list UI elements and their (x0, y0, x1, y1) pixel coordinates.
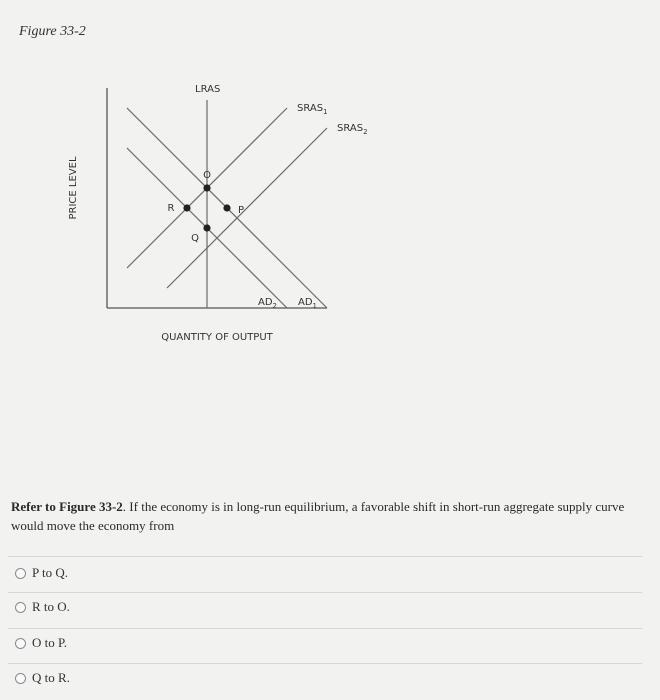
divider (8, 628, 642, 629)
option-label: Q to R. (32, 670, 70, 685)
point-p (223, 204, 230, 211)
option-r-to-o[interactable] (15, 599, 70, 615)
label-lras: LRAS (195, 84, 221, 95)
option-o-to-p[interactable] (15, 635, 67, 651)
curve-sras2 (167, 128, 327, 288)
point-label-p: P (237, 205, 245, 216)
option-p-to-q[interactable] (15, 565, 68, 581)
label-sras1: $SRAS_1$ (297, 103, 328, 116)
point-q (203, 224, 210, 231)
radio-icon[interactable] (15, 568, 26, 579)
radio-icon[interactable] (15, 638, 26, 649)
point-label-r: R (167, 203, 175, 214)
option-label: O to P. (32, 635, 68, 650)
point-o (203, 184, 210, 191)
label-ad2: $AD_2$ (257, 297, 277, 310)
option-label: R to O. (32, 599, 70, 614)
point-r (183, 204, 190, 211)
divider (8, 663, 642, 664)
option-q-to-r[interactable] (15, 670, 70, 686)
point-label-o: O (203, 170, 211, 181)
divider (8, 556, 642, 557)
option-label: P to Q. (32, 565, 68, 580)
question-text (11, 497, 651, 535)
figure-title: Figure 33-2 (19, 24, 86, 39)
question-figure-ref: Refer to Figure 33-2 (11, 499, 123, 514)
divider (8, 592, 642, 593)
point-label-q: Q (191, 233, 199, 244)
label-ad1: $AD_1$ (297, 297, 317, 310)
radio-icon[interactable] (15, 673, 26, 684)
label-sras2: $SRAS_2$ (337, 123, 368, 136)
radio-icon[interactable] (15, 602, 26, 613)
question-body: . If the economy is in long-run equilibrium, a favorable shift in short-run aggregate supply curve would move the economy from (11, 499, 625, 533)
x-axis-title: QUANTITY OF OUTPUT (161, 332, 273, 343)
y-axis-title: PRICE LEVEL (68, 156, 79, 220)
